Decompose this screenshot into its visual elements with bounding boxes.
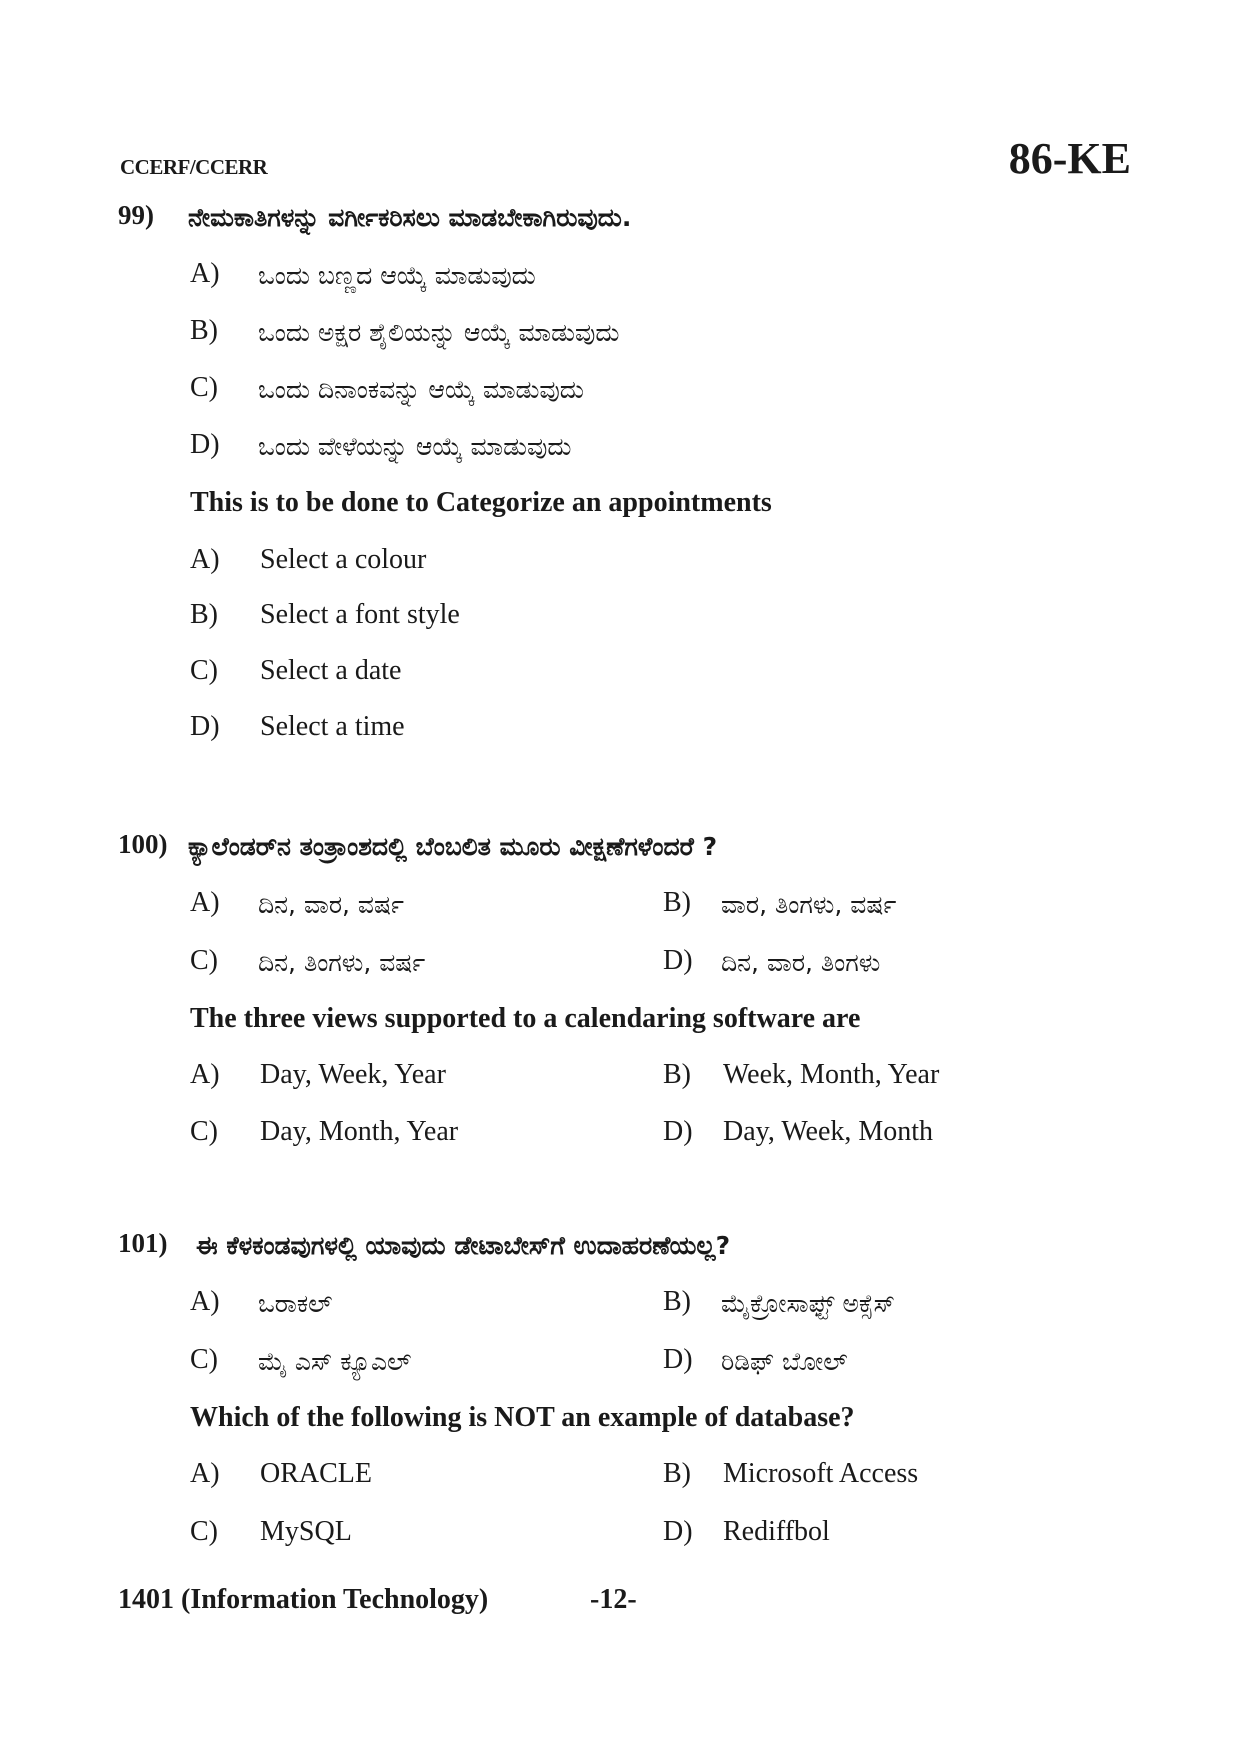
q101-kn-option-c: ಮೈ ಎಸ್ ಕ್ಯೂಎಲ್: [258, 1347, 412, 1376]
question-99-kannada: ನೇಮಕಾತಿಗಳನ್ನು ವರ್ಗೀಕರಿಸಲು ಮಾಡಬೇಕಾಗಿರುವುದು.: [188, 203, 632, 232]
q100-kn-option-a: ದಿನ, ವಾರ, ವರ್ಷ: [258, 890, 404, 919]
series-code: CCERF/CCERR: [120, 155, 268, 179]
footer-subject: 1401 (Information Technology): [118, 1584, 489, 1615]
q99-kn-option-d: ಒಂದು ವೇಳೆಯನ್ನು ಆಯ್ಕೆ ಮಾಡುವುದು: [258, 432, 572, 461]
q99-kn-option-b: ಒಂದು ಅಕ್ಷರ ಶೈಲಿಯನ್ನು ಆಯ್ಕೆ ಮಾಡುವುದು: [258, 318, 620, 347]
q100-en-option-d: Day, Week, Month: [723, 1116, 934, 1147]
q101-kn-option-d: ರಿಡಿಫ್ ಬೋಲ್: [721, 1347, 848, 1376]
q100-kn-option-c-label: C): [190, 945, 218, 976]
question-101-number: 101): [118, 1228, 168, 1258]
q101-en-option-a: ORACLE: [260, 1458, 372, 1489]
question-100-english: The three views supported to a calendaring software are: [190, 1003, 861, 1034]
q99-kn-option-c: ಒಂದು ದಿನಾಂಕವನ್ನು ಆಯ್ಕೆ ಮಾಡುವುದು: [258, 375, 584, 404]
page-number: -12-: [590, 1584, 637, 1615]
q101-en-option-c: MySQL: [260, 1516, 352, 1547]
q100-en-option-c-label: C): [190, 1116, 218, 1147]
q99-kn-option-a: ಒಂದು ಬಣ್ಣದ ಆಯ್ಕೆ ಮಾಡುವುದು: [258, 261, 536, 290]
q99-kn-option-b-label: B): [190, 315, 218, 346]
question-100-kannada: ಕ್ಯಾಲೆಂಡರ್‌ನ ತಂತ್ರಾಂಶದಲ್ಲಿ ಬೆಂಬಲಿತ ಮೂರು ವೀಕ್ಷಣೆಗಳೆಂದರೆ ?: [188, 832, 718, 861]
q99-en-option-c: Select a date: [260, 655, 402, 686]
q100-kn-option-d-label: D): [663, 945, 693, 976]
q101-kn-option-c-label: C): [190, 1344, 218, 1375]
q101-en-option-b-label: B): [663, 1458, 691, 1489]
q100-kn-option-b-label: B): [663, 887, 691, 918]
q101-en-option-c-label: C): [190, 1516, 218, 1547]
question-99-number: 99): [118, 200, 154, 230]
q101-kn-option-a: ಒರಾಕಲ್: [258, 1289, 333, 1318]
q99-en-option-c-label: C): [190, 655, 218, 686]
q101-kn-option-b-label: B): [663, 1286, 691, 1317]
question-99-english: This is to be done to Categorize an appointments: [190, 487, 772, 518]
q99-en-option-d-label: D): [190, 711, 220, 742]
q99-en-option-b: Select a font style: [260, 599, 460, 630]
q101-en-option-d-label: D): [663, 1516, 693, 1547]
q100-kn-option-d: ದಿನ, ವಾರ, ತಿಂಗಳು: [721, 948, 881, 977]
q99-en-option-d: Select a time: [260, 711, 405, 742]
q100-en-option-d-label: D): [663, 1116, 693, 1147]
q101-kn-option-d-label: D): [663, 1344, 693, 1375]
q101-en-option-a-label: A): [190, 1458, 220, 1489]
q100-en-option-c: Day, Month, Year: [260, 1116, 459, 1147]
q99-en-option-a-label: A): [190, 544, 220, 575]
question-101-kannada: ಈ ಕೆಳಕಂಡವುಗಳಲ್ಲಿ ಯಾವುದು ಡೇಟಾಬೇಸ್‌ಗೆ ಉದಾಹರಣೆಯಲ್ಲ?: [196, 1231, 731, 1260]
q100-en-option-b-label: B): [663, 1059, 691, 1090]
q100-kn-option-c: ದಿನ, ತಿಂಗಳು, ವರ್ಷ: [258, 948, 426, 977]
q101-en-option-d: Rediffbol: [723, 1516, 830, 1547]
q100-en-option-a-label: A): [190, 1059, 220, 1090]
q100-en-option-b: Week, Month, Year: [723, 1059, 940, 1090]
q100-kn-option-b: ವಾರ, ತಿಂಗಳು, ವರ್ಷ: [721, 890, 897, 919]
q100-kn-option-a-label: A): [190, 887, 220, 918]
paper-code: 86-KE: [1008, 134, 1131, 183]
q100-en-option-a: Day, Week, Year: [260, 1059, 446, 1090]
q99-en-option-b-label: B): [190, 599, 218, 630]
q101-kn-option-a-label: A): [190, 1286, 220, 1317]
q101-kn-option-b: ಮೈಕ್ರೋಸಾಫ್ಟ್ ಅಕ್ಸೆಸ್: [721, 1289, 895, 1318]
question-101-english: Which of the following is NOT an example of database?: [190, 1402, 855, 1433]
q101-en-option-b: Microsoft Access: [723, 1458, 919, 1489]
q99-kn-option-d-label: D): [190, 429, 220, 460]
q99-kn-option-c-label: C): [190, 372, 218, 403]
question-100-number: 100): [118, 829, 168, 859]
q99-kn-option-a-label: A): [190, 258, 220, 289]
q99-en-option-a: Select a colour: [260, 544, 427, 575]
